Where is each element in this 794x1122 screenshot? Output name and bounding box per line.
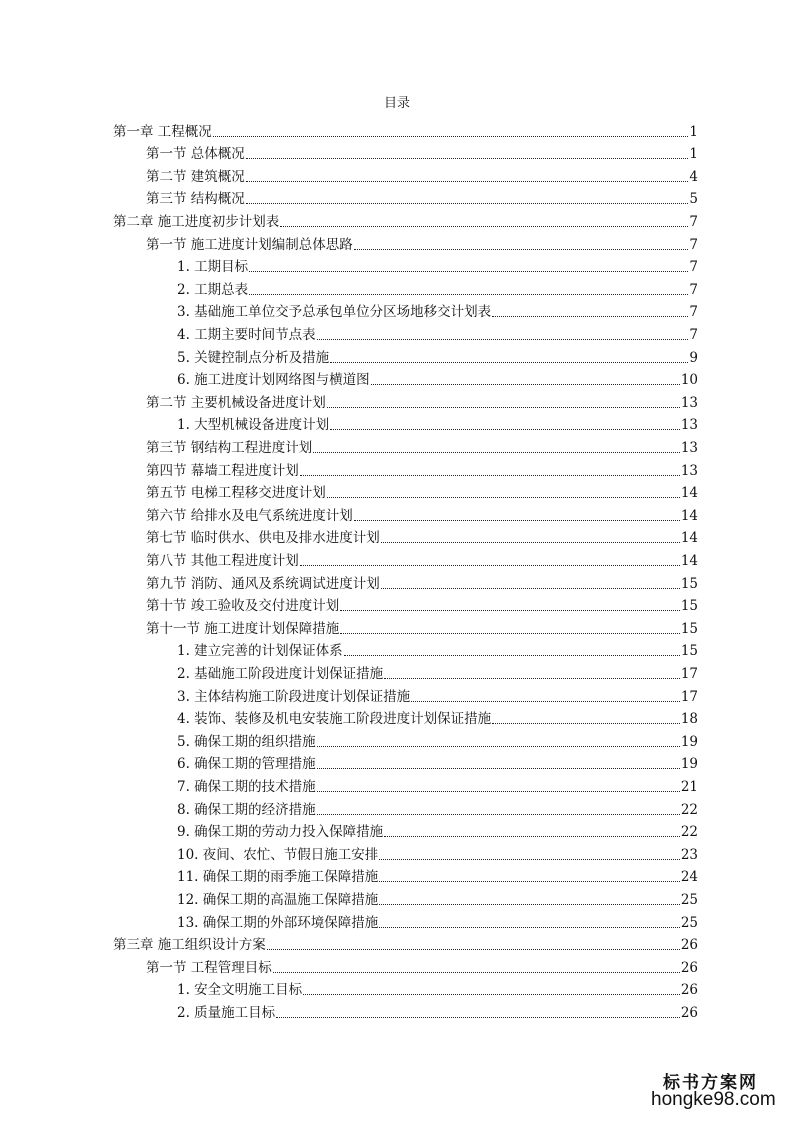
toc-entry-label: 6. 施工进度计划网络图与横道图 xyxy=(177,372,370,389)
toc-entry-label: 第七节 临时供水、供电及排水进度计划 xyxy=(146,530,380,547)
toc-entry-label: 9. 确保工期的劳动力投入保障措施 xyxy=(177,824,384,841)
toc-entry-page-number: 24 xyxy=(680,869,698,886)
toc-entry[interactable] xyxy=(113,118,698,141)
toc-entry-page-number: 26 xyxy=(680,1004,698,1021)
toc-leader-dots xyxy=(354,249,689,250)
toc-leader-dots xyxy=(327,497,680,498)
toc-entry-label: 第十节 竣工验收及交付进度计划 xyxy=(146,598,340,615)
toc-leader-dots xyxy=(344,655,680,656)
toc-leader-dots xyxy=(317,339,689,340)
toc-entry-label: 第一节 施工进度计划编制总体思路 xyxy=(146,236,353,253)
toc-leader-dots xyxy=(381,542,680,543)
toc-entry[interactable] xyxy=(146,502,698,525)
toc-entry-page-number: 7 xyxy=(689,304,698,321)
toc-entry-page-number: 9 xyxy=(689,349,698,366)
toc-entry[interactable] xyxy=(177,796,698,819)
toc-entry-page-number: 15 xyxy=(680,620,698,637)
toc-leader-dots xyxy=(313,452,680,453)
toc-entry-page-number: 7 xyxy=(689,281,698,298)
toc-entry-label: 第二章 施工进度初步计划表 xyxy=(113,213,280,230)
toc-entry[interactable] xyxy=(177,660,698,683)
toc-leader-dots xyxy=(246,181,689,182)
toc-entry[interactable] xyxy=(177,344,698,367)
toc-leader-dots xyxy=(381,588,680,589)
toc-entry-page-number: 10 xyxy=(680,372,698,389)
toc-leader-dots xyxy=(330,429,680,430)
toc-entry-label: 10. 夜间、农忙、节假日施工安排 xyxy=(177,846,379,863)
toc-entry-page-number: 13 xyxy=(680,394,698,411)
toc-entry-page-number: 1 xyxy=(689,123,698,140)
toc-entry-page-number: 19 xyxy=(680,756,698,773)
toc-entry[interactable] xyxy=(177,706,698,729)
toc-entry-label: 3. 基础施工单位交予总承包单位分区场地移交计划表 xyxy=(177,304,492,321)
toc-entry-label: 6. 确保工期的管理措施 xyxy=(177,756,316,773)
toc-leader-dots xyxy=(492,723,680,724)
toc-entry-label: 第三章 施工组织设计方案 xyxy=(113,937,266,954)
toc-entry-page-number: 26 xyxy=(680,959,698,976)
toc-entry-page-number: 15 xyxy=(680,643,698,660)
toc-entry-label: 4. 工期主要时间节点表 xyxy=(177,326,316,343)
page-title: 目录 xyxy=(383,96,410,111)
toc-leader-dots xyxy=(267,949,680,950)
toc-leader-dots xyxy=(249,294,688,295)
toc-entry-label: 5. 关键控制点分析及措施 xyxy=(177,349,330,366)
toc-leader-dots xyxy=(280,226,688,227)
toc-entry[interactable] xyxy=(146,954,698,977)
toc-entry-page-number: 18 xyxy=(680,711,698,728)
toc-leader-dots xyxy=(249,271,688,272)
toc-entry-page-number: 5 xyxy=(689,191,698,208)
toc-entry[interactable] xyxy=(113,208,698,231)
toc-entry-label: 第一节 工程管理目标 xyxy=(146,959,272,976)
toc-leader-dots xyxy=(300,565,680,566)
toc-entry[interactable] xyxy=(177,683,698,706)
toc-entry[interactable] xyxy=(146,389,698,412)
toc-entry-page-number: 15 xyxy=(680,598,698,615)
toc-leader-dots xyxy=(330,362,688,363)
toc-entry[interactable] xyxy=(177,841,698,864)
toc-leader-dots xyxy=(327,407,680,408)
toc-entry-label: 第三节 结构概况 xyxy=(146,191,245,208)
toc-entry-label: 第一章 工程概况 xyxy=(113,123,212,140)
toc-entry-page-number: 14 xyxy=(680,507,698,524)
toc-entry-label: 7. 确保工期的技术措施 xyxy=(177,778,316,795)
toc-entry-label: 1. 建立完善的计划保证体系 xyxy=(177,643,343,660)
toc-entry-page-number: 4 xyxy=(689,168,698,185)
toc-leader-dots xyxy=(317,768,680,769)
toc-leader-dots xyxy=(384,678,680,679)
toc-entry-page-number: 25 xyxy=(680,891,698,908)
toc-entry[interactable] xyxy=(177,999,698,1022)
toc-entry-label: 第一节 总体概况 xyxy=(146,146,245,163)
toc-leader-dots xyxy=(317,814,680,815)
toc-leader-dots xyxy=(384,836,680,837)
toc-entry-label: 13. 确保工期的外部环境保障措施 xyxy=(177,914,379,931)
toc-entry-label: 11. 确保工期的雨季施工保障措施 xyxy=(177,869,379,886)
toc-entry-label: 12. 确保工期的高温施工保障措施 xyxy=(177,891,379,908)
toc-entry[interactable] xyxy=(146,186,698,209)
toc-entry-label: 4. 装饰、装修及机电安装施工阶段进度计划保证措施 xyxy=(177,711,492,728)
toc-entry[interactable] xyxy=(177,773,698,796)
toc-entry[interactable] xyxy=(177,864,698,887)
toc-leader-dots xyxy=(354,520,680,521)
toc-entry[interactable] xyxy=(177,299,698,322)
toc-entry[interactable] xyxy=(146,231,698,254)
toc-entry-label: 2. 质量施工目标 xyxy=(177,1004,276,1021)
toc-entry[interactable] xyxy=(177,276,698,299)
toc-entry[interactable] xyxy=(146,593,698,616)
toc-entry-page-number: 13 xyxy=(680,439,698,456)
toc-entry-page-number: 25 xyxy=(680,914,698,931)
toc-entry-page-number: 7 xyxy=(689,326,698,343)
toc-entry-label: 3. 主体结构施工阶段进度计划保证措施 xyxy=(177,688,411,705)
toc-entry-label: 第八节 其他工程进度计划 xyxy=(146,552,299,569)
toc-entry-page-number: 7 xyxy=(689,259,698,276)
toc-entry-label: 1. 工期目标 xyxy=(177,259,249,276)
toc-leader-dots xyxy=(303,994,680,995)
toc-entry-page-number: 1 xyxy=(689,146,698,163)
toc-leader-dots xyxy=(371,384,680,385)
toc-entry[interactable] xyxy=(177,886,698,909)
toc-entry-label: 5. 确保工期的组织措施 xyxy=(177,733,316,750)
toc-entry-label: 8. 确保工期的经济措施 xyxy=(177,801,316,818)
toc-entry-label: 第二节 主要机械设备进度计划 xyxy=(146,394,326,411)
toc-entry[interactable] xyxy=(146,434,698,457)
toc-entry-page-number: 14 xyxy=(680,530,698,547)
toc-entry[interactable] xyxy=(146,615,698,638)
toc-entry[interactable] xyxy=(113,932,698,955)
toc-leader-dots xyxy=(340,633,680,634)
toc-entry[interactable] xyxy=(177,254,698,277)
toc-entry[interactable] xyxy=(177,321,698,344)
toc-leader-dots xyxy=(379,904,680,905)
toc-entry[interactable] xyxy=(177,751,698,774)
toc-entry-page-number: 21 xyxy=(680,778,698,795)
toc-entry-label: 第九节 消防、通风及系统调试进度计划 xyxy=(146,575,380,592)
toc-entry[interactable] xyxy=(177,819,698,842)
toc-leader-dots xyxy=(213,136,689,137)
toc-entry-page-number: 7 xyxy=(689,213,698,230)
toc-leader-dots xyxy=(411,701,680,702)
toc-entry-label: 2. 工期总表 xyxy=(177,281,249,298)
toc-leader-dots xyxy=(379,859,680,860)
toc-entry[interactable] xyxy=(146,457,698,480)
toc-entry-page-number: 17 xyxy=(680,688,698,705)
toc-entry[interactable] xyxy=(146,163,698,186)
toc-leader-dots xyxy=(379,881,680,882)
toc-entry-label: 第四节 幕墙工程进度计划 xyxy=(146,462,299,479)
toc-leader-dots xyxy=(340,610,680,611)
toc-entry[interactable] xyxy=(146,570,698,593)
toc-entry-page-number: 15 xyxy=(680,575,698,592)
toc-entry[interactable] xyxy=(177,367,698,390)
toc-entry-page-number: 17 xyxy=(680,665,698,682)
toc-entry-page-number: 13 xyxy=(680,462,698,479)
toc-leader-dots xyxy=(317,791,680,792)
toc-leader-dots xyxy=(276,1017,680,1018)
toc-entry[interactable] xyxy=(177,909,698,932)
toc-entry-page-number: 13 xyxy=(680,417,698,434)
toc-entry[interactable] xyxy=(146,141,698,164)
toc-entry-label: 第六节 给排水及电气系统进度计划 xyxy=(146,507,353,524)
watermark-name: 标书方案网 xyxy=(663,1073,758,1093)
toc-entry-label: 第三节 钢结构工程进度计划 xyxy=(146,439,313,456)
toc-entry[interactable] xyxy=(146,480,698,503)
toc-entry-page-number: 22 xyxy=(680,824,698,841)
toc-leader-dots xyxy=(246,203,689,204)
toc-entry-page-number: 23 xyxy=(680,846,698,863)
watermark-url: hongke98.com xyxy=(651,1089,776,1110)
toc-leader-dots xyxy=(246,158,689,159)
toc-entry-label: 1. 安全文明施工目标 xyxy=(177,982,303,999)
toc-entry-page-number: 7 xyxy=(689,236,698,253)
toc-leader-dots xyxy=(379,927,680,928)
toc-entry[interactable] xyxy=(177,412,698,435)
toc-leader-dots xyxy=(492,316,688,317)
toc-entry[interactable] xyxy=(177,977,698,1000)
toc-entry-page-number: 26 xyxy=(680,937,698,954)
toc-entry-page-number: 26 xyxy=(680,982,698,999)
toc-leader-dots xyxy=(317,746,680,747)
toc-entry-label: 第五节 电梯工程移交进度计划 xyxy=(146,485,326,502)
toc-entry-label: 2. 基础施工阶段进度计划保证措施 xyxy=(177,665,384,682)
toc-entry[interactable] xyxy=(146,547,698,570)
toc-entry-page-number: 22 xyxy=(680,801,698,818)
toc-entry[interactable] xyxy=(177,728,698,751)
toc-entry-page-number: 19 xyxy=(680,733,698,750)
toc-leader-dots xyxy=(273,972,680,973)
toc-leader-dots xyxy=(300,475,680,476)
toc-entry-page-number: 14 xyxy=(680,485,698,502)
toc-entry-label: 1. 大型机械设备进度计划 xyxy=(177,417,330,434)
toc-entry-page-number: 14 xyxy=(680,552,698,569)
toc-entry-label: 第二节 建筑概况 xyxy=(146,168,245,185)
toc-entry[interactable] xyxy=(146,525,698,548)
toc-entry[interactable] xyxy=(177,638,698,661)
toc-entry-label: 第十一节 施工进度计划保障措施 xyxy=(146,620,340,637)
